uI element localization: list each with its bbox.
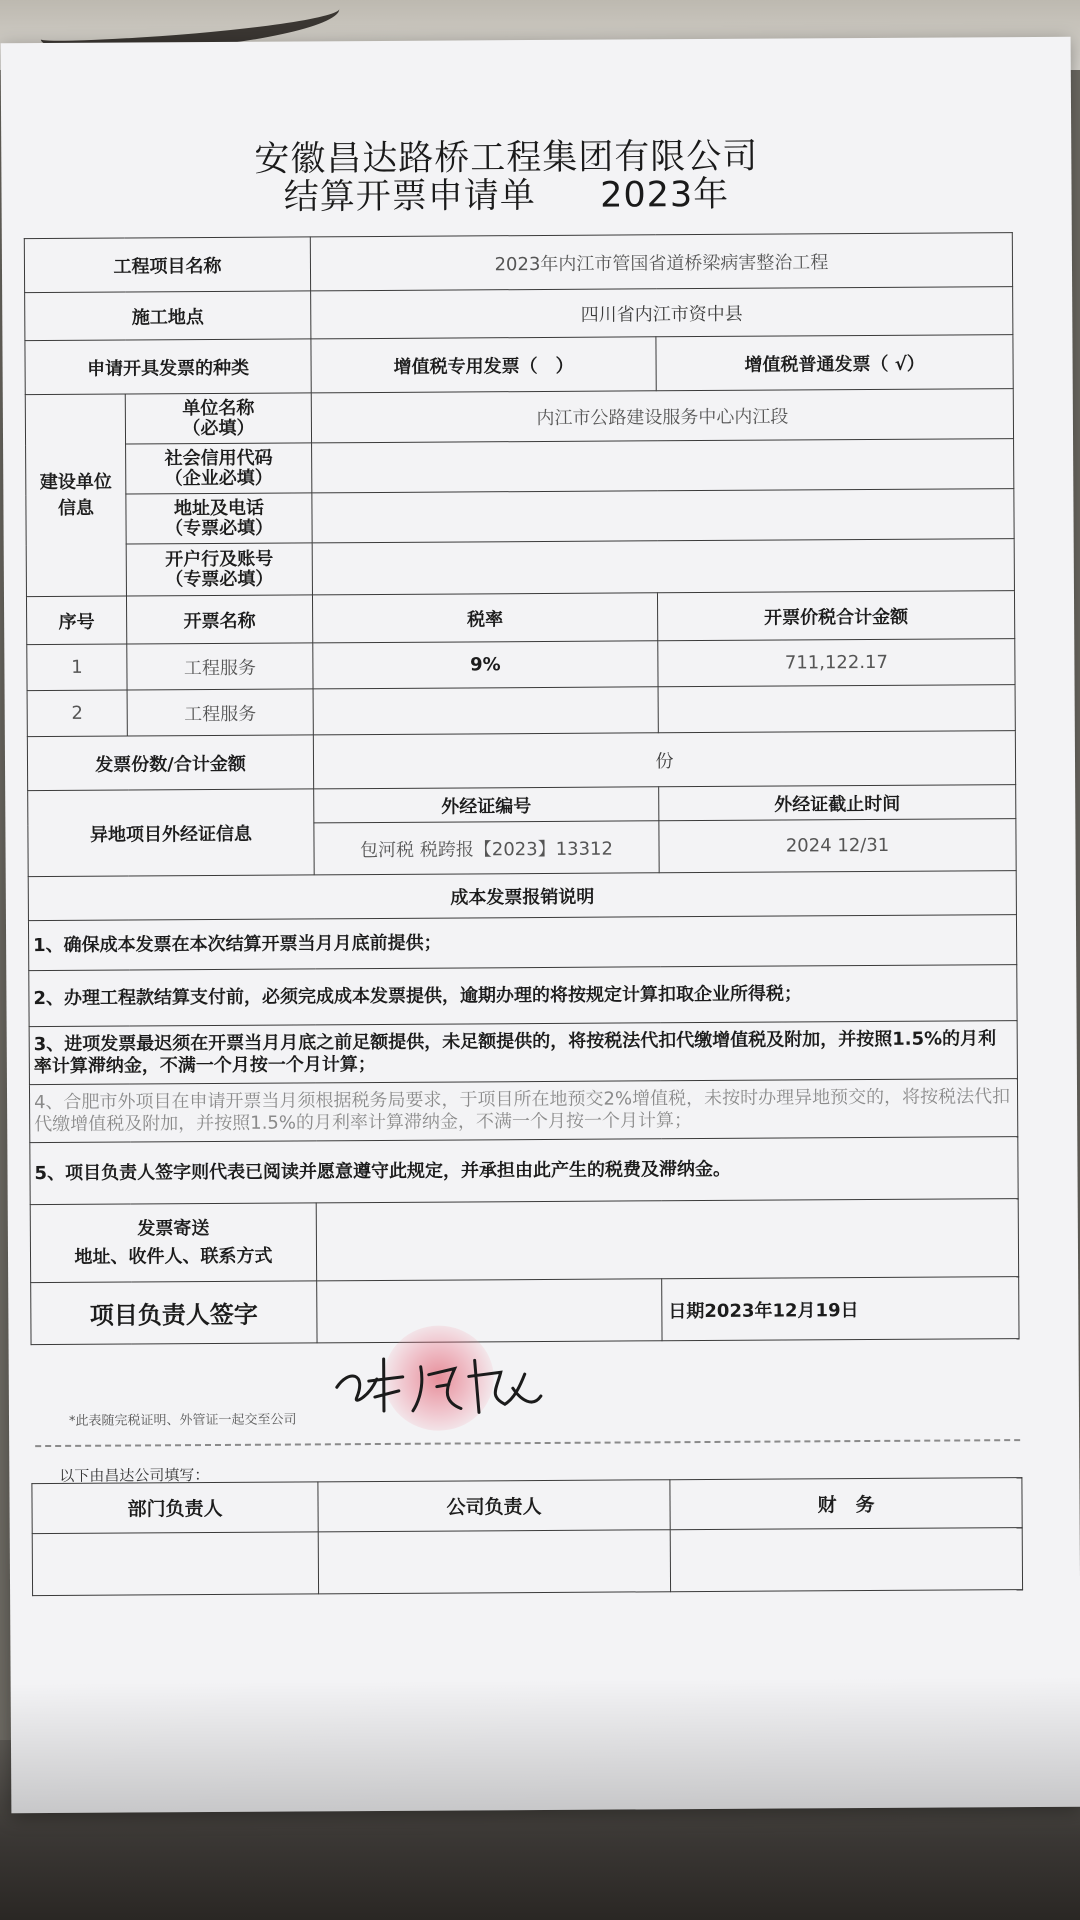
- cost-note-5: 5、项目负责人签字则代表已阅读并愿意遵守此规定，并承担由此产生的税费及滞纳金。: [30, 1137, 1018, 1205]
- cost-note-row: [29, 965, 1017, 1027]
- project-name-value: 2023年内江市管国省道桥梁病害整治工程: [310, 233, 1012, 291]
- company-head-sign: [318, 1530, 670, 1594]
- finance-header: 财 务: [670, 1478, 1022, 1530]
- builder-label-note: （专票必填）: [165, 568, 274, 590]
- cost-note-row: [30, 1137, 1018, 1205]
- cost-note-1: 1、确保成本发票在本次结算开票当月月底前提供；: [28, 915, 1016, 971]
- signature-date: 日期2023年12月19日: [662, 1277, 1019, 1341]
- builder-label-note: （企业必填）: [164, 467, 273, 489]
- footnote: *此表随完税证明、外管证一起交至公司: [68, 1412, 297, 1429]
- delivery-label: [30, 1203, 316, 1283]
- application-form-sheet: [1, 37, 1080, 1814]
- col-header-no: 序号: [26, 596, 126, 645]
- builder-row-label: [126, 493, 312, 544]
- cert-number-header: 外经证编号: [314, 787, 659, 823]
- form-title-line: [1, 165, 1011, 221]
- bank-account-value: [312, 539, 1014, 595]
- delivery-value: [316, 1199, 1018, 1281]
- paper-shading: [11, 1677, 1080, 1814]
- builder-label-note: （必填）: [182, 417, 255, 439]
- invoice-request-table: [24, 232, 1020, 1345]
- invoice-type-special: 增值税专用发票（ ）: [311, 337, 656, 393]
- company-signoff-table: [31, 1477, 1023, 1596]
- invoice-type-row: [25, 335, 1013, 395]
- delivery-label-main: 发票寄送: [137, 1217, 210, 1239]
- builder-label-main: 开户行及账号: [165, 548, 274, 570]
- form-year: 2023年: [600, 174, 730, 216]
- copies-unit: 份: [313, 731, 1015, 789]
- cost-note-row: [28, 915, 1016, 971]
- cost-note-3: 3、进项发票最迟须在开票当月月底之前足额提供，未足额提供的，将按税法代扣代缴增值税及附加，并按照1.5%的月利率计算滞纳金，不满一个月按一个月计算；: [29, 1021, 1017, 1085]
- signature-cell: [317, 1279, 662, 1343]
- address-phone-value: [312, 489, 1014, 543]
- dashed-divider: [35, 1439, 1020, 1447]
- cost-notes-title: 成本发票报销说明: [28, 871, 1016, 921]
- builder-unit-name-value: 内江市公路建设服务中心内江段: [311, 389, 1013, 443]
- cost-note-row: [29, 1021, 1017, 1085]
- site-value: 四川省内江市资中县: [311, 287, 1013, 339]
- finance-sign: [670, 1528, 1022, 1592]
- credit-code-value: [312, 439, 1014, 493]
- builder-row: [25, 389, 1013, 445]
- site-row: [25, 287, 1013, 341]
- cost-note-4: 4、合肥市外项目在申请开票当月须根据税务局要求，于项目所在地预交2%增值税，未按时办理异地预交的，将按税法代扣代缴增值税及附加，并按照1.5%的月利率计算滞纳金，不满一个月按一个月计算；: [29, 1079, 1017, 1143]
- table-row: [27, 685, 1015, 737]
- builder-label-main: 社会信用代码: [164, 447, 273, 469]
- builder-info-label: 建设单位信息: [25, 394, 126, 597]
- cost-notes-title-row: [28, 871, 1016, 921]
- item-rate: 9%: [313, 641, 658, 689]
- project-name-row: [24, 233, 1012, 293]
- builder-label-main: 单位名称: [182, 397, 255, 419]
- item-name: 工程服务: [127, 689, 313, 736]
- item-no: 1: [27, 644, 127, 691]
- item-amount: [658, 685, 1015, 733]
- company-name: 安徽昌达路桥工程集团有限公司: [254, 136, 759, 180]
- company-section-label: 以下由昌达公司填写：: [59, 1466, 210, 1485]
- company-head-header: 公司负责人: [318, 1480, 670, 1532]
- delivery-label-sub: 地址、收件人、联系方式: [74, 1245, 273, 1268]
- builder-row-label: [126, 543, 312, 596]
- item-rate: [313, 687, 658, 735]
- table-row: [27, 639, 1015, 691]
- outside-cert-label: 异地项目外经证信息: [28, 789, 315, 877]
- signature-label: 项目负责人签字: [31, 1281, 317, 1345]
- cost-note-2: 2、办理工程款结算支付前，必须完成成本发票提供，逾期办理的将按规定计算扣取企业所得税；: [29, 965, 1017, 1027]
- col-header-amount: 开票价税合计金额: [657, 591, 1014, 641]
- builder-row-label: [126, 443, 312, 494]
- delivery-row: [30, 1199, 1018, 1283]
- signature-row: [31, 1277, 1019, 1345]
- handwritten-signature: [329, 1338, 549, 1419]
- builder-row: [26, 489, 1014, 545]
- items-header-row: [26, 591, 1014, 645]
- cost-note-row: [29, 1079, 1017, 1143]
- totals-label: 发票份数/合计金额: [27, 735, 313, 791]
- dept-head-sign: [32, 1532, 318, 1596]
- invoice-type-label: 申请开具发票的种类: [25, 339, 311, 395]
- builder-label-note: （专票必填）: [165, 517, 274, 539]
- form-title: 结算开票申请单: [283, 176, 536, 218]
- item-name: 工程服务: [127, 643, 313, 690]
- builder-label-main: 地址及电话: [173, 497, 265, 519]
- cert-deadline-header: 外经证截止时间: [659, 785, 1016, 821]
- cert-number-value: 包河税 税跨报【2023】13312: [314, 821, 659, 875]
- totals-row: [27, 731, 1015, 791]
- builder-row-label: [125, 393, 311, 444]
- signoff-header-row: [32, 1478, 1022, 1534]
- cert-deadline-value: 2024 12/31: [659, 819, 1016, 873]
- col-header-rate: 税率: [312, 593, 657, 643]
- project-name-label: 工程项目名称: [24, 237, 310, 293]
- dept-head-header: 部门负责人: [32, 1482, 318, 1534]
- site-label: 施工地点: [25, 291, 311, 341]
- col-header-name: 开票名称: [126, 595, 312, 644]
- builder-row: [26, 439, 1014, 495]
- invoice-type-ordinary: 增值税普通发票（ √）: [656, 335, 1013, 391]
- builder-row: [26, 539, 1014, 597]
- item-amount: 711,122.17: [658, 639, 1015, 687]
- item-no: 2: [27, 690, 127, 737]
- signoff-value-row: [32, 1528, 1022, 1596]
